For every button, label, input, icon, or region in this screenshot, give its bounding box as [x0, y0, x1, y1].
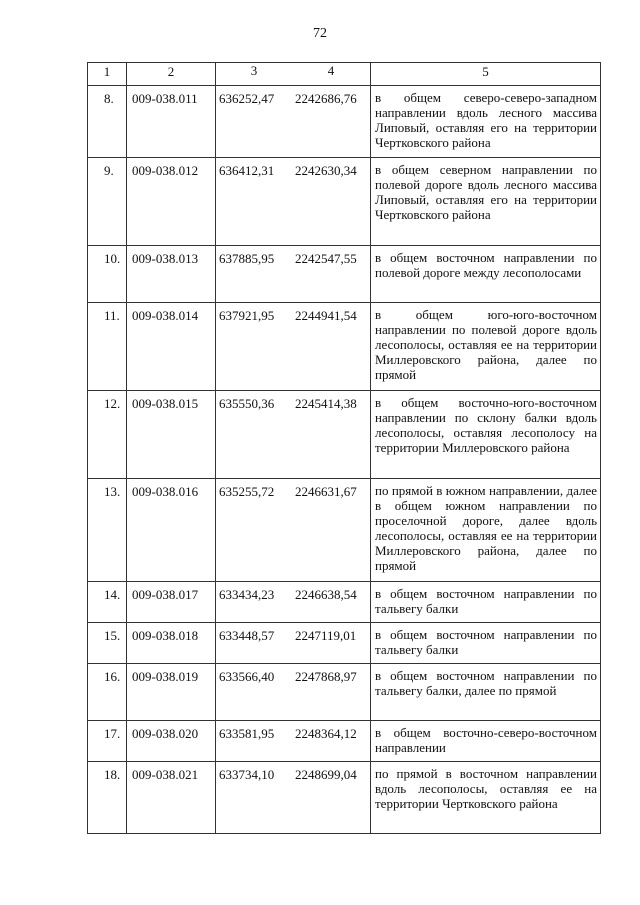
coordinates — [216, 582, 371, 623]
row-number: 14. — [88, 582, 127, 623]
coord-y: 2248699,04 — [295, 767, 357, 782]
point-code: 009-038.013 — [127, 246, 216, 303]
point-code: 009-038.015 — [127, 391, 216, 479]
header-col-1: 1 — [88, 63, 127, 86]
direction-description: в общем северном направлении по полевой дороге вдоль лесного массива Липовый, оставляя его на территории Чертковского района — [371, 158, 601, 246]
header-col-5: 5 — [371, 63, 601, 86]
coord-x: 633448,57 — [219, 628, 275, 643]
coord-x: 637885,95 — [219, 251, 275, 266]
header-col-3: 3 — [250, 63, 258, 78]
header-col-3-4 — [216, 63, 371, 86]
row-number: 16. — [88, 664, 127, 721]
table-row — [88, 762, 601, 834]
row-number: 11. — [88, 303, 127, 391]
coord-y: 2242686,76 — [295, 91, 357, 106]
coord-x: 636412,31 — [219, 163, 275, 178]
row-number: 13. — [88, 479, 127, 582]
coord-x: 636252,47 — [219, 91, 275, 106]
table-row — [88, 158, 601, 246]
direction-description: в общем восточном направлении по полевой дороге между лесополосами — [371, 246, 601, 303]
coordinates — [216, 721, 371, 762]
coordinates — [216, 623, 371, 664]
coordinates — [216, 762, 371, 834]
coord-x: 633434,23 — [219, 587, 275, 602]
table-body — [88, 86, 601, 834]
point-code: 009-038.014 — [127, 303, 216, 391]
row-number: 15. — [88, 623, 127, 664]
row-number: 10. — [88, 246, 127, 303]
coord-y: 2244941,54 — [295, 308, 357, 323]
direction-description: в общем восточном направлении по тальвегу балки — [371, 582, 601, 623]
row-number: 8. — [88, 86, 127, 158]
table-row — [88, 303, 601, 391]
coord-x: 633581,95 — [219, 726, 275, 741]
point-code: 009-038.016 — [127, 479, 216, 582]
coord-y: 2242630,34 — [295, 163, 357, 178]
point-code: 009-038.020 — [127, 721, 216, 762]
direction-description: в общем восточно-юго-восточном направлении по склону балки вдоль лесополосы, оставляя лесополосу на территории Миллеровского района — [371, 391, 601, 479]
header-col-2: 2 — [127, 63, 216, 86]
coord-y: 2242547,55 — [295, 251, 357, 266]
coord-y: 2247119,01 — [295, 628, 357, 643]
coord-x: 635255,72 — [219, 484, 275, 499]
coordinates — [216, 303, 371, 391]
table-row — [88, 721, 601, 762]
table-row — [88, 246, 601, 303]
direction-description: по прямой в восточном направлении вдоль лесополосы, оставляя ее на территории Чертковского района — [371, 762, 601, 834]
table-row — [88, 623, 601, 664]
row-number: 9. — [88, 158, 127, 246]
coord-x: 635550,36 — [219, 396, 275, 411]
header-col-4: 4 — [327, 63, 335, 78]
point-code: 009-038.011 — [127, 86, 216, 158]
table-row — [88, 582, 601, 623]
table-row — [88, 86, 601, 158]
boundary-points-table — [87, 62, 601, 834]
coord-x: 637921,95 — [219, 308, 275, 323]
coordinates — [216, 479, 371, 582]
point-code: 009-038.021 — [127, 762, 216, 834]
direction-description: в общем северо-северо-западном направлении вдоль лесного массива Липовый, оставляя его на территории Чертковского района — [371, 86, 601, 158]
coord-y: 2248364,12 — [295, 726, 357, 741]
point-code: 009-038.018 — [127, 623, 216, 664]
coordinates — [216, 86, 371, 158]
row-number: 17. — [88, 721, 127, 762]
direction-description: в общем восточном направлении по тальвегу балки, далее по прямой — [371, 664, 601, 721]
table-row — [88, 664, 601, 721]
row-number: 18. — [88, 762, 127, 834]
coordinates — [216, 158, 371, 246]
coord-y: 2246631,67 — [295, 484, 357, 499]
point-code: 009-038.019 — [127, 664, 216, 721]
table-row — [88, 479, 601, 582]
coordinates — [216, 246, 371, 303]
direction-description: в общем восточно-северо-восточном направлении — [371, 721, 601, 762]
coord-x: 633566,40 — [219, 669, 275, 684]
coordinates — [216, 664, 371, 721]
page-number: 72 — [313, 26, 327, 41]
coord-y: 2247868,97 — [295, 669, 357, 684]
coord-x: 633734,10 — [219, 767, 275, 782]
coord-y: 2245414,38 — [295, 396, 357, 411]
direction-description: в общем восточном направлении по тальвегу балки — [371, 623, 601, 664]
point-code: 009-038.012 — [127, 158, 216, 246]
point-code: 009-038.017 — [127, 582, 216, 623]
coordinates — [216, 391, 371, 479]
table-header-row — [88, 63, 601, 86]
direction-description: по прямой в южном направлении, далее в общем южном направлении по проселочной дороге, далее вдоль лесополосы, оставляя ее на территории Миллеровского района, далее по прямой — [371, 479, 601, 582]
coord-y: 2246638,54 — [295, 587, 357, 602]
table-row — [88, 391, 601, 479]
row-number: 12. — [88, 391, 127, 479]
direction-description: в общем юго-юго-восточном направлении по полевой дороге вдоль лесополосы, оставляя ее на территории Миллеровского района, далее по прямой — [371, 303, 601, 391]
